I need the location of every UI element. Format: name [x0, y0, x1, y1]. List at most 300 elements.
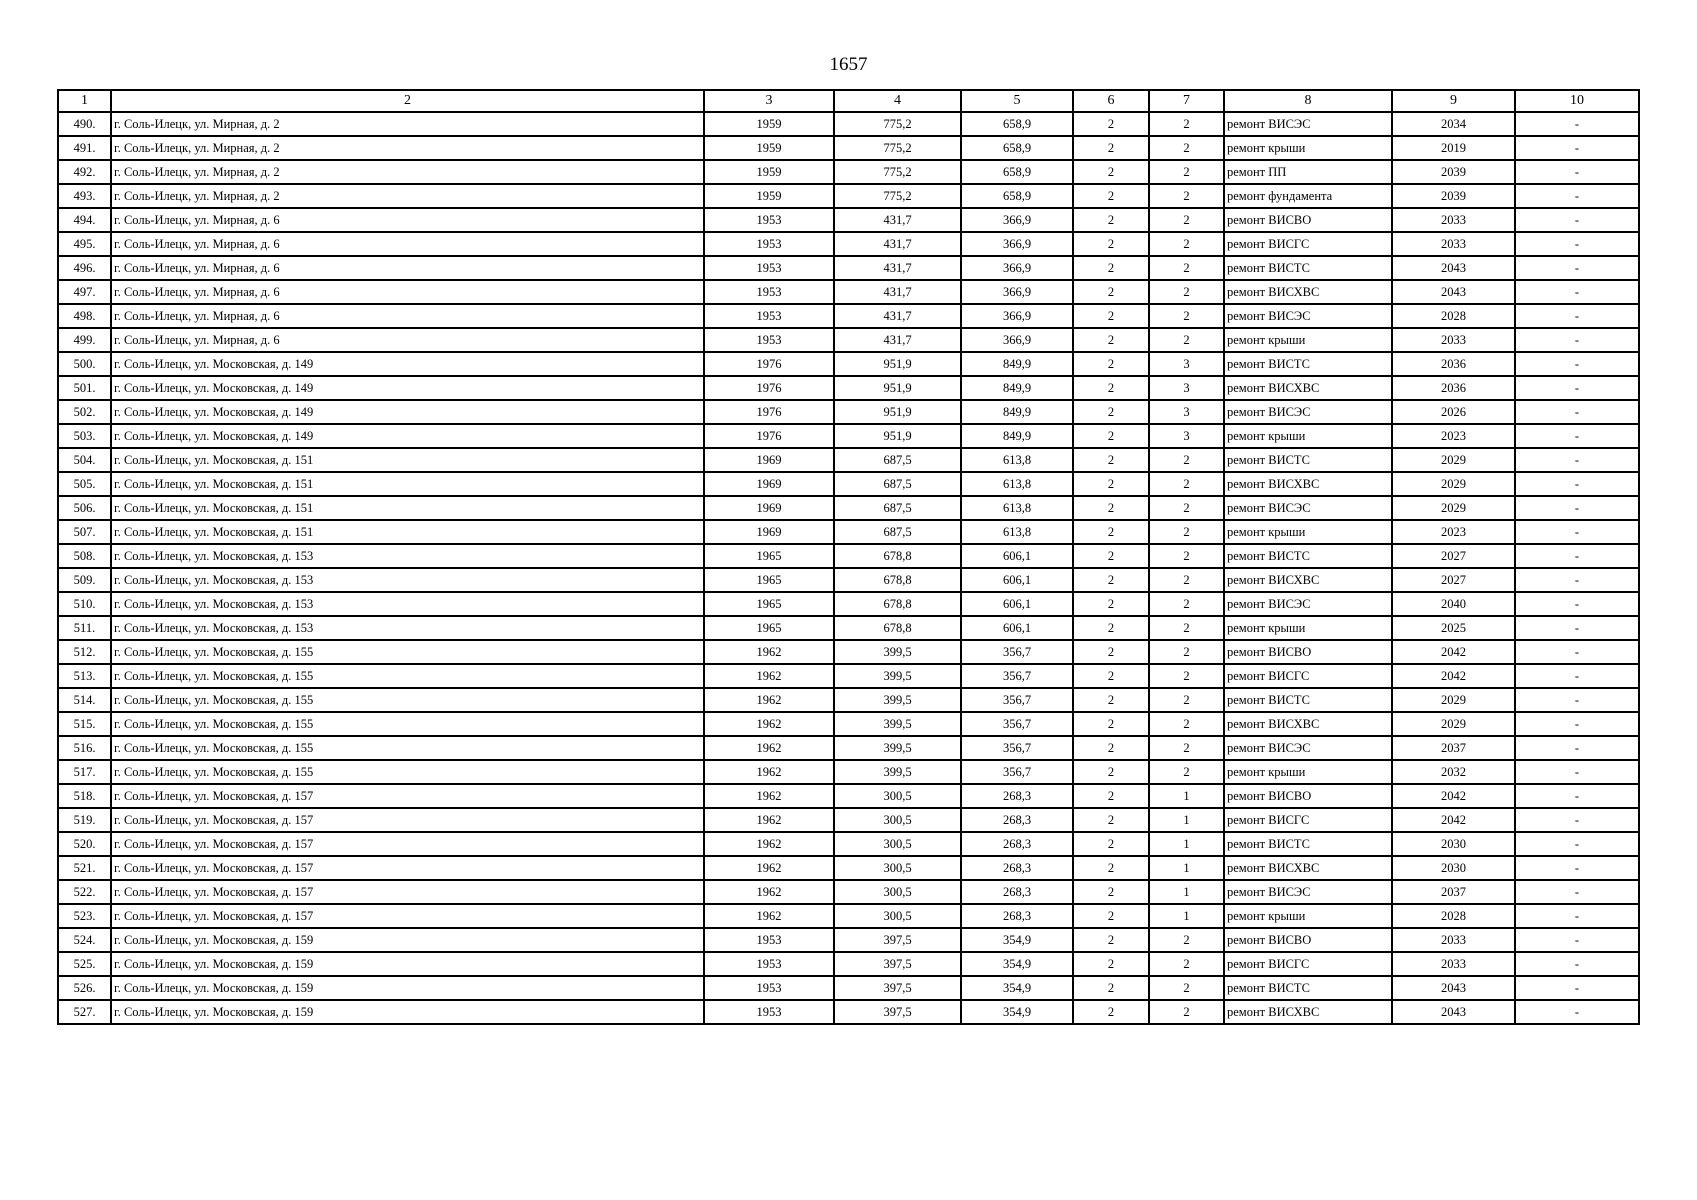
table-row [58, 280, 1639, 304]
address-cell: г. Соль-Илецк, ул. Московская, д. 159 [111, 1000, 704, 1024]
entrances-cell: 2 [1149, 568, 1224, 592]
table-row [58, 904, 1639, 928]
plan-year-cell: 2027 [1392, 568, 1515, 592]
plan-year-cell: 2042 [1392, 784, 1515, 808]
address-cell: г. Соль-Илецк, ул. Московская, д. 151 [111, 520, 704, 544]
plan-year-cell: 2040 [1392, 592, 1515, 616]
table-row [58, 1000, 1639, 1024]
plan-year-cell: 2028 [1392, 304, 1515, 328]
row-number-cell: 493. [58, 184, 111, 208]
total-area-cell: 397,5 [834, 952, 961, 976]
work-type-cell: ремонт ВИСВО [1224, 928, 1392, 952]
note-cell: - [1515, 424, 1639, 448]
plan-year-cell: 2019 [1392, 136, 1515, 160]
work-type-cell: ремонт ВИСГС [1224, 952, 1392, 976]
total-area-cell: 300,5 [834, 904, 961, 928]
row-number-cell: 501. [58, 376, 111, 400]
floors-cell: 2 [1073, 424, 1149, 448]
row-number-cell: 496. [58, 256, 111, 280]
address-cell: г. Соль-Илецк, ул. Московская, д. 153 [111, 544, 704, 568]
floors-cell: 2 [1073, 616, 1149, 640]
address-cell: г. Соль-Илецк, ул. Московская, д. 157 [111, 880, 704, 904]
table-row [58, 568, 1639, 592]
plan-year-cell: 2027 [1392, 544, 1515, 568]
entrances-cell: 2 [1149, 136, 1224, 160]
work-type-cell: ремонт ВИСТС [1224, 688, 1392, 712]
entrances-cell: 2 [1149, 640, 1224, 664]
plan-year-cell: 2032 [1392, 760, 1515, 784]
living-area-cell: 849,9 [961, 352, 1073, 376]
living-area-cell: 356,7 [961, 712, 1073, 736]
address-cell: г. Соль-Илецк, ул. Московская, д. 153 [111, 616, 704, 640]
entrances-cell: 2 [1149, 160, 1224, 184]
entrances-cell: 2 [1149, 184, 1224, 208]
living-area-cell: 366,9 [961, 304, 1073, 328]
entrances-cell: 1 [1149, 856, 1224, 880]
work-type-cell: ремонт ВИСГС [1224, 232, 1392, 256]
living-area-cell: 849,9 [961, 424, 1073, 448]
total-area-cell: 399,5 [834, 712, 961, 736]
living-area-cell: 613,8 [961, 472, 1073, 496]
living-area-cell: 356,7 [961, 760, 1073, 784]
year-cell: 1965 [704, 544, 834, 568]
table-row [58, 664, 1639, 688]
year-cell: 1965 [704, 568, 834, 592]
column-header: 7 [1149, 90, 1224, 112]
note-cell: - [1515, 880, 1639, 904]
floors-cell: 2 [1073, 976, 1149, 1000]
address-cell: г. Соль-Илецк, ул. Мирная, д. 2 [111, 136, 704, 160]
address-cell: г. Соль-Илецк, ул. Московская, д. 149 [111, 352, 704, 376]
total-area-cell: 397,5 [834, 928, 961, 952]
work-type-cell: ремонт ВИСЭС [1224, 496, 1392, 520]
work-type-cell: ремонт ВИСЭС [1224, 592, 1392, 616]
entrances-cell: 2 [1149, 952, 1224, 976]
note-cell: - [1515, 376, 1639, 400]
table-row [58, 616, 1639, 640]
work-type-cell: ремонт крыши [1224, 424, 1392, 448]
address-cell: г. Соль-Илецк, ул. Московская, д. 157 [111, 856, 704, 880]
work-type-cell: ремонт ВИСХВС [1224, 712, 1392, 736]
entrances-cell: 2 [1149, 472, 1224, 496]
note-cell: - [1515, 832, 1639, 856]
table-row [58, 976, 1639, 1000]
table-body [58, 112, 1639, 1024]
row-number-cell: 508. [58, 544, 111, 568]
entrances-cell: 2 [1149, 496, 1224, 520]
year-cell: 1976 [704, 376, 834, 400]
entrances-cell: 1 [1149, 904, 1224, 928]
entrances-cell: 2 [1149, 208, 1224, 232]
row-number-cell: 526. [58, 976, 111, 1000]
plan-year-cell: 2033 [1392, 232, 1515, 256]
plan-year-cell: 2043 [1392, 976, 1515, 1000]
living-area-cell: 268,3 [961, 880, 1073, 904]
table-row [58, 232, 1639, 256]
table-row [58, 544, 1639, 568]
address-cell: г. Соль-Илецк, ул. Московская, д. 153 [111, 592, 704, 616]
year-cell: 1962 [704, 856, 834, 880]
note-cell: - [1515, 472, 1639, 496]
header-row [58, 90, 1639, 112]
floors-cell: 2 [1073, 136, 1149, 160]
address-cell: г. Соль-Илецк, ул. Московская, д. 157 [111, 784, 704, 808]
plan-year-cell: 2033 [1392, 208, 1515, 232]
entrances-cell: 2 [1149, 544, 1224, 568]
work-type-cell: ремонт ВИСХВС [1224, 280, 1392, 304]
plan-year-cell: 2039 [1392, 160, 1515, 184]
floors-cell: 2 [1073, 736, 1149, 760]
total-area-cell: 399,5 [834, 640, 961, 664]
table-row [58, 160, 1639, 184]
total-area-cell: 300,5 [834, 784, 961, 808]
row-number-cell: 520. [58, 832, 111, 856]
work-type-cell: ремонт ВИСЭС [1224, 880, 1392, 904]
note-cell: - [1515, 448, 1639, 472]
address-cell: г. Соль-Илецк, ул. Московская, д. 155 [111, 712, 704, 736]
column-header: 4 [834, 90, 961, 112]
work-type-cell: ремонт фундамента [1224, 184, 1392, 208]
address-cell: г. Соль-Илецк, ул. Московская, д. 153 [111, 568, 704, 592]
floors-cell: 2 [1073, 640, 1149, 664]
total-area-cell: 775,2 [834, 112, 961, 136]
entrances-cell: 2 [1149, 256, 1224, 280]
floors-cell: 2 [1073, 784, 1149, 808]
address-cell: г. Соль-Илецк, ул. Московская, д. 151 [111, 496, 704, 520]
entrances-cell: 2 [1149, 760, 1224, 784]
living-area-cell: 268,3 [961, 808, 1073, 832]
work-type-cell: ремонт ВИСТС [1224, 256, 1392, 280]
address-cell: г. Соль-Илецк, ул. Московская, д. 149 [111, 400, 704, 424]
plan-year-cell: 2028 [1392, 904, 1515, 928]
floors-cell: 2 [1073, 664, 1149, 688]
plan-year-cell: 2025 [1392, 616, 1515, 640]
plan-year-cell: 2030 [1392, 856, 1515, 880]
floors-cell: 2 [1073, 712, 1149, 736]
column-header: 10 [1515, 90, 1639, 112]
plan-year-cell: 2039 [1392, 184, 1515, 208]
plan-year-cell: 2033 [1392, 328, 1515, 352]
entrances-cell: 1 [1149, 784, 1224, 808]
work-type-cell: ремонт ВИСГС [1224, 808, 1392, 832]
total-area-cell: 678,8 [834, 616, 961, 640]
row-number-cell: 521. [58, 856, 111, 880]
total-area-cell: 300,5 [834, 880, 961, 904]
living-area-cell: 354,9 [961, 952, 1073, 976]
year-cell: 1962 [704, 712, 834, 736]
row-number-cell: 497. [58, 280, 111, 304]
row-number-cell: 500. [58, 352, 111, 376]
row-number-cell: 527. [58, 1000, 111, 1024]
column-header: 6 [1073, 90, 1149, 112]
note-cell: - [1515, 784, 1639, 808]
address-cell: г. Соль-Илецк, ул. Московская, д. 155 [111, 640, 704, 664]
year-cell: 1953 [704, 976, 834, 1000]
column-header: 8 [1224, 90, 1392, 112]
total-area-cell: 431,7 [834, 232, 961, 256]
total-area-cell: 397,5 [834, 1000, 961, 1024]
living-area-cell: 613,8 [961, 448, 1073, 472]
total-area-cell: 431,7 [834, 256, 961, 280]
table-row [58, 784, 1639, 808]
work-type-cell: ремонт ВИСТС [1224, 544, 1392, 568]
entrances-cell: 2 [1149, 688, 1224, 712]
living-area-cell: 356,7 [961, 664, 1073, 688]
note-cell: - [1515, 712, 1639, 736]
year-cell: 1962 [704, 736, 834, 760]
address-cell: г. Соль-Илецк, ул. Московская, д. 149 [111, 376, 704, 400]
table-row [58, 256, 1639, 280]
address-cell: г. Соль-Илецк, ул. Мирная, д. 6 [111, 208, 704, 232]
note-cell: - [1515, 400, 1639, 424]
year-cell: 1969 [704, 520, 834, 544]
living-area-cell: 606,1 [961, 544, 1073, 568]
living-area-cell: 613,8 [961, 520, 1073, 544]
floors-cell: 2 [1073, 184, 1149, 208]
floors-cell: 2 [1073, 760, 1149, 784]
plan-year-cell: 2043 [1392, 1000, 1515, 1024]
floors-cell: 2 [1073, 232, 1149, 256]
year-cell: 1962 [704, 688, 834, 712]
table-row [58, 760, 1639, 784]
year-cell: 1953 [704, 1000, 834, 1024]
floors-cell: 2 [1073, 1000, 1149, 1024]
living-area-cell: 606,1 [961, 568, 1073, 592]
note-cell: - [1515, 352, 1639, 376]
plan-year-cell: 2023 [1392, 520, 1515, 544]
floors-cell: 2 [1073, 568, 1149, 592]
year-cell: 1962 [704, 664, 834, 688]
plan-year-cell: 2029 [1392, 448, 1515, 472]
year-cell: 1962 [704, 784, 834, 808]
row-number-cell: 491. [58, 136, 111, 160]
row-number-cell: 514. [58, 688, 111, 712]
table-row [58, 112, 1639, 136]
column-header: 9 [1392, 90, 1515, 112]
living-area-cell: 356,7 [961, 640, 1073, 664]
year-cell: 1959 [704, 112, 834, 136]
floors-cell: 2 [1073, 856, 1149, 880]
plan-year-cell: 2036 [1392, 352, 1515, 376]
total-area-cell: 687,5 [834, 448, 961, 472]
floors-cell: 2 [1073, 496, 1149, 520]
plan-year-cell: 2023 [1392, 424, 1515, 448]
note-cell: - [1515, 664, 1639, 688]
entrances-cell: 1 [1149, 808, 1224, 832]
entrances-cell: 2 [1149, 1000, 1224, 1024]
plan-year-cell: 2042 [1392, 664, 1515, 688]
year-cell: 1953 [704, 280, 834, 304]
work-type-cell: ремонт ВИСЭС [1224, 736, 1392, 760]
total-area-cell: 678,8 [834, 568, 961, 592]
row-number-cell: 503. [58, 424, 111, 448]
column-header: 3 [704, 90, 834, 112]
note-cell: - [1515, 496, 1639, 520]
work-type-cell: ремонт ВИСХВС [1224, 376, 1392, 400]
table-row [58, 184, 1639, 208]
living-area-cell: 366,9 [961, 232, 1073, 256]
total-area-cell: 775,2 [834, 184, 961, 208]
table-row [58, 712, 1639, 736]
table-row [58, 208, 1639, 232]
floors-cell: 2 [1073, 544, 1149, 568]
row-number-cell: 494. [58, 208, 111, 232]
total-area-cell: 397,5 [834, 976, 961, 1000]
entrances-cell: 2 [1149, 928, 1224, 952]
floors-cell: 2 [1073, 520, 1149, 544]
row-number-cell: 511. [58, 616, 111, 640]
total-area-cell: 399,5 [834, 664, 961, 688]
floors-cell: 2 [1073, 952, 1149, 976]
plan-year-cell: 2033 [1392, 928, 1515, 952]
table-row [58, 400, 1639, 424]
address-cell: г. Соль-Илецк, ул. Московская, д. 159 [111, 952, 704, 976]
total-area-cell: 431,7 [834, 304, 961, 328]
row-number-cell: 499. [58, 328, 111, 352]
row-number-cell: 523. [58, 904, 111, 928]
year-cell: 1969 [704, 496, 834, 520]
total-area-cell: 951,9 [834, 424, 961, 448]
table-row [58, 304, 1639, 328]
total-area-cell: 399,5 [834, 736, 961, 760]
column-header: 1 [58, 90, 111, 112]
note-cell: - [1515, 232, 1639, 256]
total-area-cell: 431,7 [834, 328, 961, 352]
note-cell: - [1515, 928, 1639, 952]
work-type-cell: ремонт ВИСХВС [1224, 1000, 1392, 1024]
note-cell: - [1515, 328, 1639, 352]
living-area-cell: 658,9 [961, 136, 1073, 160]
total-area-cell: 399,5 [834, 688, 961, 712]
entrances-cell: 2 [1149, 736, 1224, 760]
living-area-cell: 658,9 [961, 160, 1073, 184]
living-area-cell: 354,9 [961, 1000, 1073, 1024]
note-cell: - [1515, 616, 1639, 640]
living-area-cell: 613,8 [961, 496, 1073, 520]
repair-schedule-table [57, 89, 1640, 1025]
floors-cell: 2 [1073, 832, 1149, 856]
row-number-cell: 518. [58, 784, 111, 808]
row-number-cell: 509. [58, 568, 111, 592]
plan-year-cell: 2026 [1392, 400, 1515, 424]
floors-cell: 2 [1073, 448, 1149, 472]
table-row [58, 736, 1639, 760]
plan-year-cell: 2037 [1392, 736, 1515, 760]
living-area-cell: 354,9 [961, 928, 1073, 952]
note-cell: - [1515, 592, 1639, 616]
work-type-cell: ремонт ВИСВО [1224, 640, 1392, 664]
note-cell: - [1515, 208, 1639, 232]
address-cell: г. Соль-Илецк, ул. Мирная, д. 6 [111, 328, 704, 352]
note-cell: - [1515, 1000, 1639, 1024]
table-row [58, 352, 1639, 376]
total-area-cell: 300,5 [834, 856, 961, 880]
living-area-cell: 366,9 [961, 208, 1073, 232]
floors-cell: 2 [1073, 808, 1149, 832]
work-type-cell: ремонт ВИСЭС [1224, 304, 1392, 328]
work-type-cell: ремонт ВИСХВС [1224, 472, 1392, 496]
total-area-cell: 300,5 [834, 832, 961, 856]
table-row [58, 688, 1639, 712]
living-area-cell: 356,7 [961, 736, 1073, 760]
address-cell: г. Соль-Илецк, ул. Московская, д. 155 [111, 736, 704, 760]
floors-cell: 2 [1073, 904, 1149, 928]
work-type-cell: ремонт ВИСТС [1224, 976, 1392, 1000]
table-row [58, 496, 1639, 520]
work-type-cell: ремонт ВИСВО [1224, 208, 1392, 232]
address-cell: г. Соль-Илецк, ул. Московская, д. 157 [111, 904, 704, 928]
floors-cell: 2 [1073, 256, 1149, 280]
total-area-cell: 951,9 [834, 376, 961, 400]
total-area-cell: 775,2 [834, 136, 961, 160]
living-area-cell: 366,9 [961, 328, 1073, 352]
living-area-cell: 606,1 [961, 616, 1073, 640]
work-type-cell: ремонт ВИСТС [1224, 448, 1392, 472]
entrances-cell: 3 [1149, 400, 1224, 424]
year-cell: 1976 [704, 352, 834, 376]
row-number-cell: 517. [58, 760, 111, 784]
plan-year-cell: 2034 [1392, 112, 1515, 136]
year-cell: 1953 [704, 256, 834, 280]
floors-cell: 2 [1073, 112, 1149, 136]
work-type-cell: ремонт крыши [1224, 616, 1392, 640]
work-type-cell: ремонт ВИСХВС [1224, 856, 1392, 880]
total-area-cell: 678,8 [834, 592, 961, 616]
address-cell: г. Соль-Илецк, ул. Московская, д. 157 [111, 808, 704, 832]
entrances-cell: 2 [1149, 448, 1224, 472]
address-cell: г. Соль-Илецк, ул. Мирная, д. 2 [111, 112, 704, 136]
note-cell: - [1515, 136, 1639, 160]
entrances-cell: 1 [1149, 880, 1224, 904]
floors-cell: 2 [1073, 352, 1149, 376]
floors-cell: 2 [1073, 880, 1149, 904]
living-area-cell: 849,9 [961, 376, 1073, 400]
work-type-cell: ремонт ВИСЭС [1224, 400, 1392, 424]
plan-year-cell: 2029 [1392, 472, 1515, 496]
note-cell: - [1515, 856, 1639, 880]
plan-year-cell: 2042 [1392, 808, 1515, 832]
note-cell: - [1515, 544, 1639, 568]
row-number-cell: 504. [58, 448, 111, 472]
note-cell: - [1515, 160, 1639, 184]
year-cell: 1976 [704, 424, 834, 448]
work-type-cell: ремонт ВИСТС [1224, 832, 1392, 856]
note-cell: - [1515, 304, 1639, 328]
address-cell: г. Соль-Илецк, ул. Мирная, д. 6 [111, 256, 704, 280]
total-area-cell: 951,9 [834, 400, 961, 424]
living-area-cell: 366,9 [961, 280, 1073, 304]
column-header: 5 [961, 90, 1073, 112]
note-cell: - [1515, 640, 1639, 664]
plan-year-cell: 2030 [1392, 832, 1515, 856]
total-area-cell: 678,8 [834, 544, 961, 568]
living-area-cell: 268,3 [961, 856, 1073, 880]
total-area-cell: 687,5 [834, 472, 961, 496]
note-cell: - [1515, 688, 1639, 712]
year-cell: 1962 [704, 832, 834, 856]
year-cell: 1969 [704, 472, 834, 496]
row-number-cell: 516. [58, 736, 111, 760]
table-row [58, 952, 1639, 976]
table-row [58, 640, 1639, 664]
work-type-cell: ремонт ВИСТС [1224, 352, 1392, 376]
row-number-cell: 492. [58, 160, 111, 184]
plan-year-cell: 2029 [1392, 712, 1515, 736]
note-cell: - [1515, 904, 1639, 928]
note-cell: - [1515, 568, 1639, 592]
row-number-cell: 490. [58, 112, 111, 136]
plan-year-cell: 2036 [1392, 376, 1515, 400]
